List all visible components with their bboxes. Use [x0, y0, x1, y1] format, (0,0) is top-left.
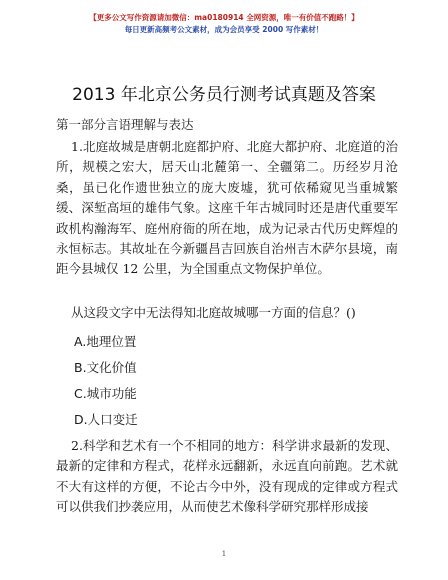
option-key: A. — [74, 334, 87, 349]
option-key: C. — [74, 386, 87, 401]
option-label: 人口变迁 — [87, 412, 138, 427]
promo-banner-line-2: 每日更新高频考公文素材，成为会员享受 2000 写作素材！ — [124, 25, 324, 34]
question-1-option-d — [74, 411, 138, 429]
page-number: 1 — [221, 550, 227, 558]
question-1-passage: 1.北庭故城是唐朝北庭都护府、北庭大都护府、北庭道的治所，规模之宏大，居天山北麓第一、全疆第二。历经岁月沧桑，虽已化作遗世独立的庞大废墟，犹可依稀窥见当重城繁缓、深堑高垣的雄伟气象。这座千年古城同时还是唐代重要军政机构瀚海军、庭州府衙的所在地，成为记录古代历史辉煌的永恒标志。其故址在今新疆昌吉回族自治州吉木萨尔县境，南距今县城仅 12 公里，为全国重点文物保护单位。 — [56, 139, 398, 277]
question-1-option-b — [74, 359, 137, 377]
promo-banner-line-1: 【更多公文写作资源请加微信：ma0180914 全网资源，唯一有价值不跑路！】 — [89, 13, 359, 22]
option-label: 城市功能 — [86, 386, 137, 401]
document-title: 2013 年北京公务员行测考试真题及答案 — [72, 85, 376, 105]
question-1-option-a — [74, 333, 136, 351]
question-2-passage: 2.科学和艺术有一个不相同的地方：科学讲求最新的发现、最新的定律和方程式，花样永远翻新，永远直向前跑。艺术就不大有这样的方便，不论古今中外，没有现成的定律或方程式可以供我们抄袭应用，从而使艺术像科学研究那样形成接 — [56, 438, 398, 515]
option-key: D. — [74, 412, 88, 427]
option-label: 地理位置 — [86, 334, 137, 349]
question-1-option-c — [74, 385, 137, 403]
section-heading: 第一部分言语理解与表达 — [56, 117, 194, 132]
promo-banner — [0, 12, 448, 36]
option-label: 文化价值 — [86, 360, 137, 375]
option-key: B. — [74, 360, 87, 375]
question-1-prompt: 从这段文字中无法得知北庭故城哪一方面的信息？() — [71, 305, 356, 320]
